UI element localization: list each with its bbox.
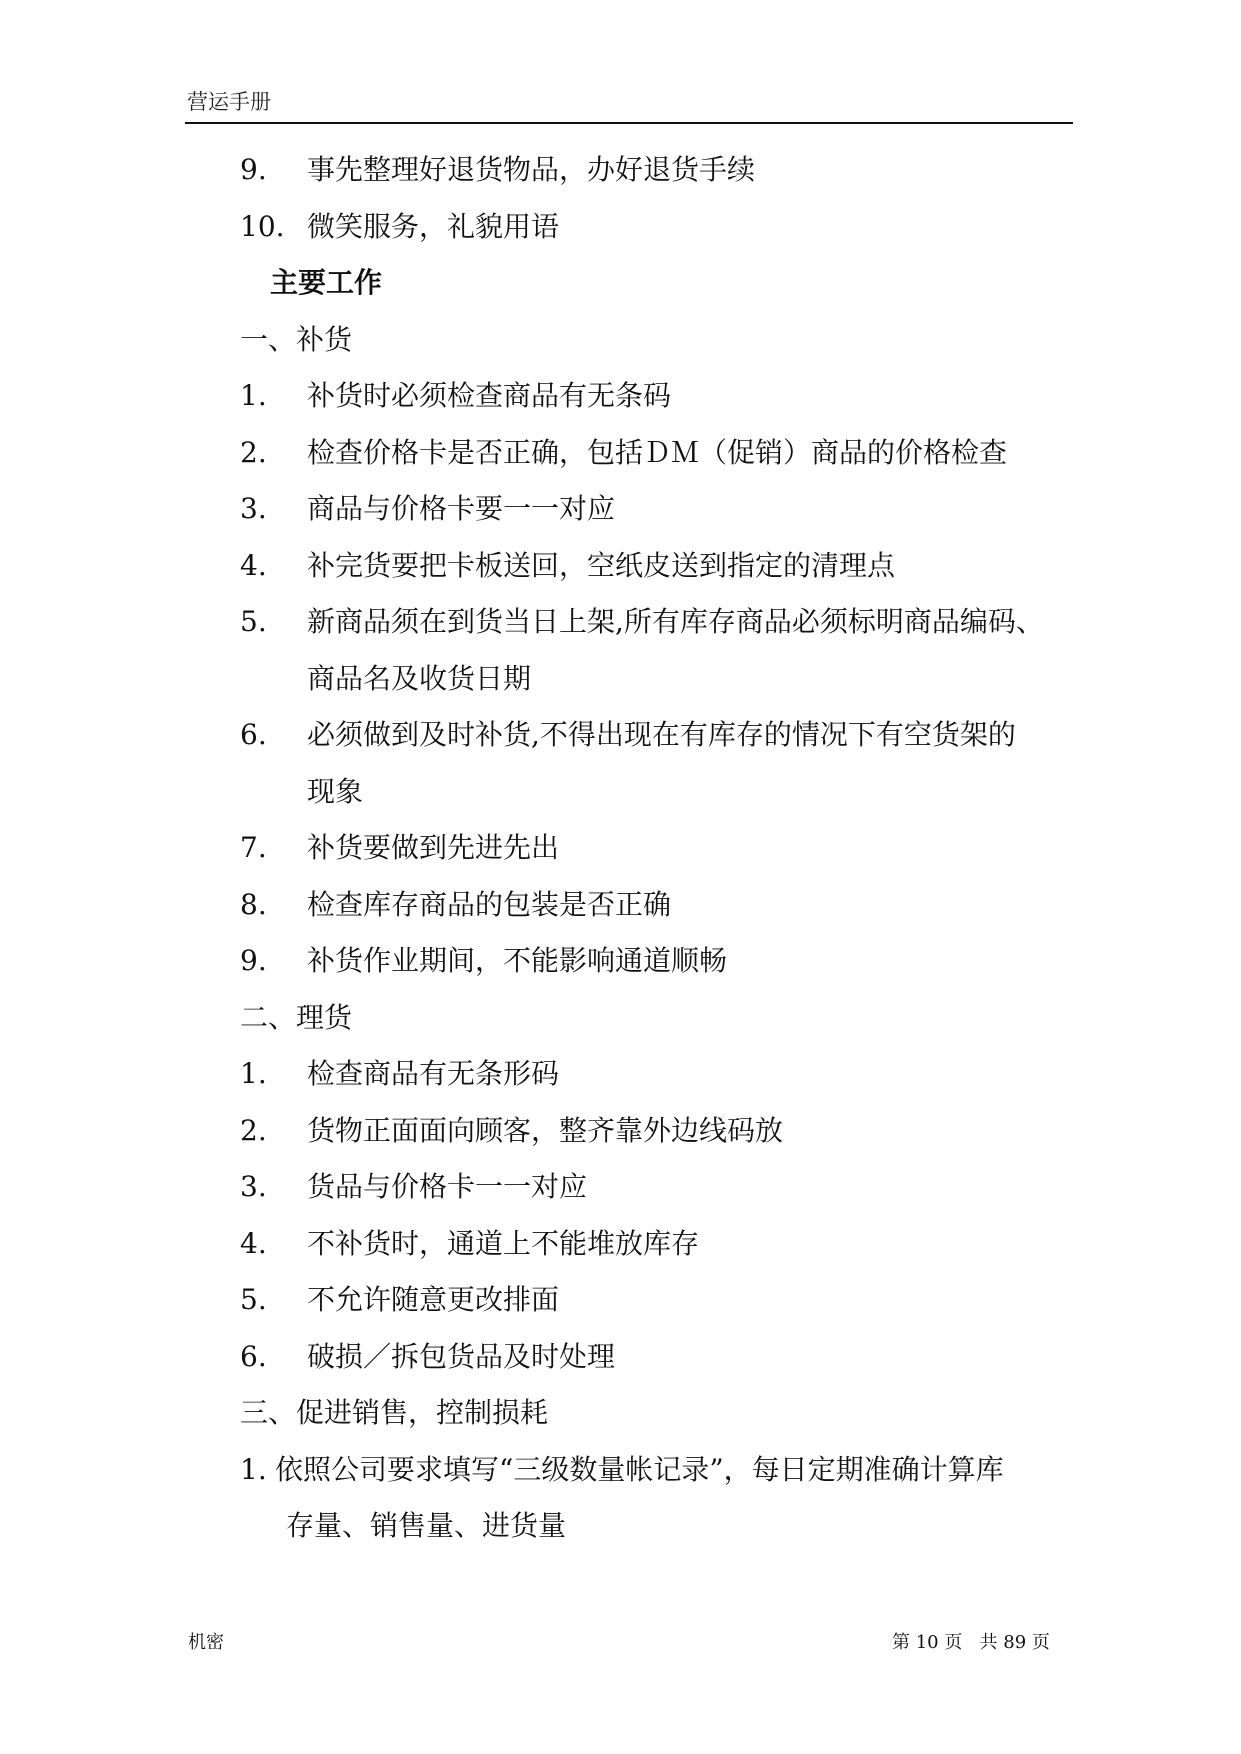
list-item-text: 检查价格卡是否正确，包括ＤＭ（促销）商品的价格检查 xyxy=(307,435,1008,469)
list-item-number: 7. xyxy=(240,831,267,864)
list-item-number: 1. xyxy=(240,379,267,412)
list-item-number: 2. xyxy=(240,1113,267,1147)
list-item-continuation: 存量、销售量、进货量 xyxy=(286,1509,567,1542)
list-item-text: 微笑服务，礼貌用语 xyxy=(307,209,560,243)
footer-confidential: 机密 xyxy=(188,1632,224,1653)
list-item-number: 3. xyxy=(240,492,267,525)
list-item-number: 6. xyxy=(240,1339,267,1373)
page-mid: 页 xyxy=(944,1632,963,1653)
list-item-number: 4. xyxy=(240,1226,267,1260)
list-item-text: 依照公司要求填写“三级数量帐记录”，每日定期准确计算库 xyxy=(275,1452,1004,1486)
list-item-number: 1. xyxy=(240,1452,267,1486)
header-divider xyxy=(185,122,1073,124)
list-item-text: 必须做到及时补货,不得出现在有库存的情况下有空货架的 xyxy=(307,718,1016,751)
page-num: 10 xyxy=(915,1632,939,1653)
list-item-text: 补货时必须检查商品有无条码 xyxy=(307,379,672,412)
list-item-number: 2. xyxy=(240,435,267,469)
list-item-text: 事先整理好退货物品，办好退货手续 xyxy=(307,153,756,186)
list-item-number: 5. xyxy=(240,1283,267,1316)
list-item-text: 补货要做到先进先出 xyxy=(307,831,560,864)
list-item-continuation: 商品名及收货日期 xyxy=(307,661,532,695)
list-item-text: 货品与价格卡一一对应 xyxy=(307,1170,588,1203)
list-item-text: 破损／拆包货品及时处理 xyxy=(307,1339,616,1373)
list-item-number: 3. xyxy=(240,1170,267,1203)
total-num: 89 xyxy=(1003,1632,1027,1653)
total-suffix: 页 xyxy=(1031,1632,1050,1653)
list-item-number: 8. xyxy=(240,887,267,921)
section-title: 一、补货 xyxy=(240,322,353,356)
footer-page-number xyxy=(892,1631,1050,1655)
list-item-text: 新商品须在到货当日上架,所有库存商品必须标明商品编码、 xyxy=(307,605,1044,638)
list-item-text: 商品与价格卡要一一对应 xyxy=(307,492,616,525)
page-prefix: 第 xyxy=(892,1632,910,1653)
list-item-text: 不允许随意更改排面 xyxy=(307,1283,560,1316)
list-item-number: 4. xyxy=(240,548,267,582)
list-item-continuation: 现象 xyxy=(307,774,364,808)
list-item-text: 检查商品有无条形码 xyxy=(307,1057,560,1090)
list-item-number: 10. xyxy=(240,209,285,243)
section-heading: 主要工作 xyxy=(270,266,383,299)
list-item-text: 检查库存商品的包装是否正确 xyxy=(307,887,672,921)
list-item-number: 5. xyxy=(240,605,267,638)
header-title: 营运手册 xyxy=(187,90,271,114)
list-item-text: 补货作业期间，不能影响通道顺畅 xyxy=(307,944,728,977)
list-item-text: 不补货时，通道上不能堆放库存 xyxy=(307,1226,700,1260)
section-title: 三、促进销售，控制损耗 xyxy=(240,1396,549,1429)
list-item-number: 9. xyxy=(240,944,267,977)
list-item-text: 补完货要把卡板送回，空纸皮送到指定的清理点 xyxy=(307,548,896,582)
total-prefix: 共 xyxy=(979,1632,998,1653)
list-item-number: 9. xyxy=(240,153,267,186)
section-title: 二、理货 xyxy=(240,1000,353,1034)
list-item-text: 货物正面面向顾客，整齐靠外边线码放 xyxy=(307,1113,784,1147)
list-item-number: 1. xyxy=(240,1057,267,1090)
list-item-number: 6. xyxy=(240,718,267,751)
